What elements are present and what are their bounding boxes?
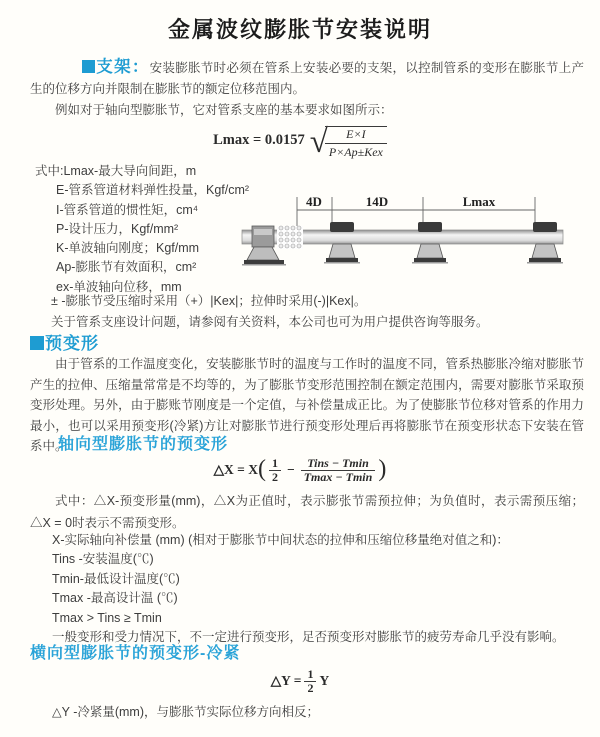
definition-item: K-单波轴向刚度；Kgf/mm bbox=[56, 241, 200, 256]
definition-item: Ap-膨胀节有效面积，cm² bbox=[56, 260, 197, 275]
support-intro-paragraph bbox=[30, 57, 584, 100]
definition-item: ex-单波轴向位移，mm bbox=[56, 279, 182, 294]
formula-denominator: P×Ap±Kex bbox=[328, 145, 383, 159]
preform-heading-label: 预变形 bbox=[45, 334, 99, 353]
lateral-note: △Y -冷紧量(mm)，与膨胀节实际位移方向相反； bbox=[52, 705, 320, 719]
axial-item: 一般变形和受力情况下，不一定进行预变形，足否预变形对膨胀节的疲劳寿命几乎没有影响。 bbox=[52, 630, 565, 645]
axial-item: X-实际轴向补偿量 (mm) (相对于膨胀节中间状态的拉伸和压缩位移量绝对值之和)： bbox=[52, 533, 509, 547]
temperature-fraction bbox=[301, 457, 376, 484]
fraction-numerator: 1 bbox=[307, 666, 314, 681]
preform-paragraph: 由于管系的工作温度变化，安装膨胀节时的温度与工作时的温度不同，管系热膨胀冷缩对膨胀节产生的拉伸、压缩量常常是不均等的，为了膨胀节变形范围控制在额定范围内，需要对膨胀节采取预变形处理。另外，由于膨账节刚度是一个定值，与补偿量成正比。为了使膨胀节位移对管系的作用力最小，也可以采用预变形(冷紧)方让对膨胀节进行预变形处理后再将膨胀节在预变形状态下安装在管系中。 bbox=[30, 357, 584, 454]
bellows-icon bbox=[277, 226, 303, 249]
definition-item: I-管系管道的惯性矩，cm⁴ bbox=[56, 202, 199, 217]
pipe-support-diagram bbox=[240, 192, 570, 284]
consulting-note: 关于管系支座设计问题，请参阅有关资料，本公司也可为用户提供咨询等服务。 bbox=[51, 315, 489, 329]
section-marker-icon bbox=[30, 336, 44, 350]
definition-item: P-设计压力，Kgf/mm² bbox=[56, 221, 179, 236]
fraction-denominator: 2 bbox=[269, 470, 281, 484]
formula-lhs: △X = X bbox=[213, 462, 258, 477]
support-intro-text: 安装膨胀节时必须在管系上安装必要的支架，以控制管系的变形在膨胀节上产生的位移方向并限制在膨胀节的额定位移范围内。 bbox=[30, 61, 584, 96]
variable-definition-list bbox=[35, 162, 249, 297]
formula-numerator: E×I bbox=[325, 127, 387, 144]
definition-item: 式中:Lmax-最大导向间距，m bbox=[35, 164, 197, 178]
axial-item: Tmin-最低设计温度(℃) bbox=[52, 571, 180, 586]
dim-label-14d: 14D bbox=[365, 194, 389, 209]
axial-item: Tmax -最高设计温 (℃) bbox=[52, 591, 178, 606]
page-title: 金属波纹膨胀节安装说明 bbox=[167, 17, 432, 42]
fraction-numerator: Tins − Tmin bbox=[307, 455, 369, 470]
support-section-heading: 支架： bbox=[96, 58, 150, 76]
lateral-preform-formula bbox=[0, 667, 600, 695]
axial-item: Tins -安装温度(℃) bbox=[52, 552, 154, 567]
axial-formula-explanation: 式中：△X-预变形量(mm)，△X为正值时，表示膨张节需预拉伸；为负值时，表示需预压缩；△X = 0时表示不需预变形。 bbox=[30, 494, 584, 530]
preform-section-heading bbox=[30, 329, 99, 354]
left-paren: ( bbox=[258, 455, 266, 482]
fraction-denominator: Tmax − Tmin bbox=[301, 470, 376, 484]
right-paren: ) bbox=[378, 455, 387, 482]
minus-sign: − bbox=[287, 462, 295, 477]
dimension-lines bbox=[297, 197, 535, 226]
fraction-denominator: 2 bbox=[304, 681, 316, 695]
support-example-line: 例如对于轴向型膨胀节，它对管系支座的基本要求如图所示： bbox=[55, 103, 393, 117]
section-marker-icon bbox=[82, 60, 95, 73]
axial-preform-formula bbox=[0, 455, 600, 485]
dim-label-4d: 4D bbox=[306, 194, 322, 209]
formula-lhs: Lmax = 0.0157 bbox=[213, 131, 305, 148]
plus-minus-note: ± -膨胀节受压缩时采用（+）|Kex|；拉伸时采用(-)|Kex|。 bbox=[51, 294, 367, 308]
half-fraction bbox=[269, 457, 281, 484]
dim-label-lmax: Lmax bbox=[462, 194, 496, 209]
definition-item: E-管系管道材料弹性投量，Kgf/cm² bbox=[56, 183, 250, 198]
guide-spacing-formula bbox=[0, 123, 600, 160]
formula-radicand bbox=[325, 126, 387, 160]
half-fraction bbox=[304, 668, 316, 695]
axial-preform-heading: 轴向型膨胀节的预变形 bbox=[58, 436, 229, 453]
axial-variable-list bbox=[52, 531, 565, 647]
axial-item: Tmax > Tins ≥ Tmin bbox=[52, 610, 162, 625]
lateral-preform-heading: 横向型膨胀节的预变形-冷紧 bbox=[30, 645, 241, 662]
formula-lhs: △Y = bbox=[270, 673, 302, 688]
sqrt-radical-icon: √ bbox=[309, 124, 328, 160]
fraction-numerator: 1 bbox=[272, 455, 278, 470]
formula-rhs: Y bbox=[319, 673, 330, 688]
